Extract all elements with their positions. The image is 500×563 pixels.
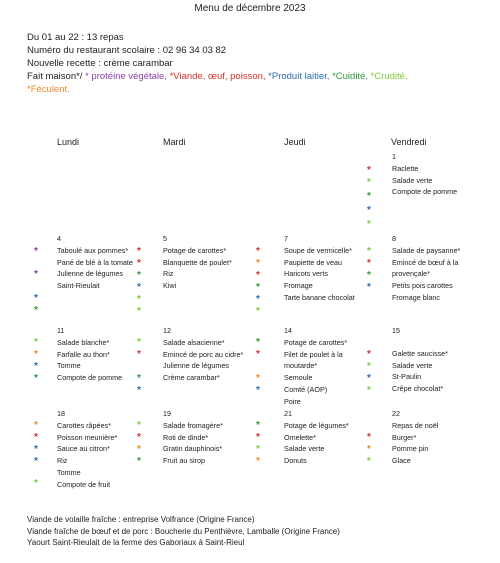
menu-item: Salade alsacienne*	[163, 337, 225, 347]
menu-item: Paupiette de veau	[284, 257, 342, 267]
marker-starch: *	[34, 349, 38, 360]
marker-meat: *	[34, 432, 38, 443]
menu-item: Glace	[392, 456, 411, 466]
marker-milk: *	[137, 282, 141, 293]
marker-starch: *	[137, 444, 141, 455]
marker-raw: *	[256, 306, 260, 317]
marker-milk: *	[34, 444, 38, 455]
menu-item: Salade de paysanne*	[392, 245, 461, 255]
menu-cell-mon-4	[57, 233, 135, 292]
legend-cooked: *Cuidité,	[332, 71, 368, 82]
menu-item: Gratin dauphinois*	[163, 444, 223, 454]
day-header-friday: Vendredi	[391, 137, 427, 147]
menu-item: Semoule	[284, 373, 313, 383]
menu-item: Soupe de vermicelle*	[284, 245, 352, 255]
marker-milk: *	[367, 282, 371, 293]
day-number: 14	[284, 326, 292, 335]
intro-new-recipe: Nouvelle recette : crème carambar	[27, 58, 173, 69]
marker-meat: *	[137, 349, 141, 360]
menu-cell-mon-18	[57, 408, 137, 491]
menu-cell-tue-12	[163, 325, 255, 384]
marker-milk: *	[34, 361, 38, 372]
day-number: 7	[284, 234, 288, 243]
supplier-beef-pork: Viande fraîche de bœuf et de porc : Boucherie du Penthièvre, Lamballe (Origine France)	[27, 526, 340, 536]
marker-meat: *	[256, 246, 260, 257]
day-number: 12	[163, 326, 171, 335]
day-number: 11	[57, 326, 65, 335]
supplier-poultry: Viande de volaille fraîche : entreprise Volfrance (Origine France)	[27, 515, 255, 524]
menu-item: Saint-Rieulait	[57, 281, 100, 291]
menu-item: Potage de légumes*	[284, 420, 349, 430]
marker-raw: *	[367, 177, 371, 188]
intro-dates: Du 01 au 22 : 13 repas	[27, 32, 124, 43]
menu-item: Omelette*	[284, 432, 316, 442]
menu-item: Haricots verts	[284, 269, 328, 279]
marker-milk: *	[256, 294, 260, 305]
menu-item: Julienne de légumes	[163, 361, 229, 371]
menu-item: Fromage blanc	[392, 292, 440, 302]
menu-item: Tomme	[57, 467, 81, 477]
supplier-notes	[27, 514, 340, 549]
day-header-thursday: Jeudi	[284, 137, 306, 147]
page-title: Menu de décembre 2023	[194, 3, 306, 14]
marker-cooked: *	[34, 305, 38, 316]
menu-cell-tue-5	[163, 233, 258, 292]
legend-meat: *Viande, œuf, poisson,	[169, 71, 266, 82]
menu-item: Potage de carottes*	[284, 337, 348, 347]
marker-starch: *	[256, 258, 260, 269]
menu-cell-tue-19	[163, 408, 255, 467]
menu-item: Tarte banane chocolat	[284, 292, 355, 302]
menu-item: Potage de carottes*	[163, 245, 227, 255]
menu-item: Pané de blé à la tomate	[57, 257, 133, 267]
marker-raw: *	[34, 337, 38, 348]
marker-meat: *	[367, 432, 371, 443]
menu-item: Petits pois carottes	[392, 281, 453, 291]
menu-item: Salade verte	[284, 444, 325, 454]
marker-meat: *	[367, 165, 371, 176]
menu-item: Riz	[57, 456, 68, 466]
supplier-yogurt: Yaourt Saint-Rieulait de la ferme des Gaboriaux à Saint-Rieul	[27, 538, 245, 547]
menu-item: Taboulé aux pommes*	[57, 245, 129, 255]
marker-cooked: *	[137, 373, 141, 384]
menu-item: Blanquette de poulet*	[163, 257, 232, 267]
marker-milk: *	[34, 456, 38, 467]
menu-item: Sauce au citron*	[57, 444, 110, 454]
marker-cooked: *	[367, 270, 371, 281]
menu-item: Emincé de bœuf à la provençale*	[392, 257, 459, 279]
menu-item: Crème carambar*	[163, 373, 220, 383]
legend-prefix: Fait maison*/	[27, 71, 83, 82]
marker-vegetal: *	[34, 269, 38, 280]
menu-item: Compote de fruit	[57, 479, 111, 489]
marker-raw: *	[367, 246, 371, 257]
menu-item: Burger*	[392, 432, 417, 442]
marker-raw: *	[137, 337, 141, 348]
marker-raw: *	[34, 478, 38, 489]
menu-item: Carottes râpées*	[57, 420, 111, 430]
marker-meat: *	[137, 258, 141, 269]
day-number: 1	[392, 152, 396, 161]
marker-meat: *	[137, 432, 141, 443]
menu-item: Compote de pomme	[57, 373, 123, 383]
menu-cell-fri-15	[392, 325, 484, 395]
day-number: 4	[57, 234, 61, 243]
legend-raw: *Crudité,	[370, 71, 408, 82]
marker-meat: *	[137, 246, 141, 257]
intro-phone: Numéro du restaurant scolaire : 02 96 34 03 82	[27, 45, 227, 56]
menu-cell-fri-8	[392, 233, 484, 304]
menu-item: Crêpe chocolat*	[392, 384, 444, 394]
marker-milk: *	[256, 385, 260, 396]
menu-cell-fri-1	[392, 151, 492, 198]
marker-milk: *	[367, 205, 371, 216]
day-number: 5	[163, 234, 167, 243]
marker-cooked: *	[256, 420, 260, 431]
menu-cell-thu-14	[284, 325, 366, 408]
marker-cooked: *	[256, 282, 260, 293]
menu-cell-fri-22	[392, 408, 484, 467]
marker-raw: *	[367, 456, 371, 467]
menu-item: Farfalle au thon*	[57, 349, 110, 359]
marker-raw: *	[137, 420, 141, 431]
marker-raw: *	[367, 219, 371, 230]
menu-item: Julienne de légumes	[57, 269, 123, 279]
marker-cooked: *	[137, 270, 141, 281]
menu-cell-thu-21	[284, 408, 366, 467]
menu-cell-thu-7	[284, 233, 366, 304]
menu-item: Riz	[163, 269, 174, 279]
menu-item: Fruit au sirop	[163, 456, 205, 466]
menu-item: Tomme	[57, 361, 81, 371]
marker-meat: *	[367, 258, 371, 269]
marker-raw: *	[256, 444, 260, 455]
day-number: 21	[284, 409, 292, 418]
menu-item: Kiwi	[163, 281, 177, 291]
menu-item: Donuts	[284, 456, 307, 466]
marker-cooked: *	[137, 456, 141, 467]
marker-cooked: *	[256, 337, 260, 348]
menu-item: Salade verte	[392, 360, 433, 370]
day-header-monday: Lundi	[57, 137, 80, 147]
menu-item: Compote de pomme	[392, 187, 458, 197]
marker-meat: *	[256, 349, 260, 360]
menu-item: Galette saucisse*	[392, 348, 448, 358]
menu-item: Roti de dinde*	[163, 432, 209, 442]
day-number: 22	[392, 409, 400, 418]
marker-starch: *	[367, 444, 371, 455]
menu-item: Salade verte	[392, 175, 433, 185]
menu-item: Repas de noël	[392, 420, 439, 430]
day-number: 8	[392, 234, 396, 243]
day-number: 19	[163, 409, 171, 418]
marker-starch: *	[256, 373, 260, 384]
color-legend	[27, 70, 408, 83]
menu-item: Comté (AOP)	[284, 384, 328, 394]
marker-milk: *	[137, 385, 141, 396]
marker-cooked: *	[367, 191, 371, 202]
day-number: 15	[392, 326, 400, 335]
legend-vegetal: * protéine végétale,	[85, 71, 167, 82]
legend-milk: *Produit laitier,	[268, 71, 330, 82]
menu-item: Salade fromagère*	[163, 420, 223, 430]
marker-meat: *	[256, 270, 260, 281]
intro-block	[27, 31, 408, 96]
menu-item: St-Paulin	[392, 372, 422, 382]
menu-item: Poisson meunière*	[57, 432, 118, 442]
menu-cell-mon-11	[57, 325, 137, 384]
marker-starch: *	[34, 420, 38, 431]
menu-item: Filet de poulet à la moutarde*	[284, 349, 343, 371]
marker-starch: *	[256, 456, 260, 467]
menu-item: Pomme pin	[392, 444, 429, 454]
menu-item: Salade blanche*	[57, 337, 110, 347]
marker-milk: *	[34, 293, 38, 304]
marker-meat: *	[367, 349, 371, 360]
day-header-tuesday: Mardi	[163, 137, 186, 147]
marker-raw: *	[367, 385, 371, 396]
menu-item: Fromage	[284, 281, 313, 291]
menu-item: Emincé de porc au cidre*	[163, 349, 244, 359]
marker-meat: *	[256, 432, 260, 443]
marker-cooked: *	[34, 373, 38, 384]
day-number: 18	[57, 409, 65, 418]
marker-milk: *	[367, 373, 371, 384]
marker-raw: *	[137, 306, 141, 317]
marker-raw: *	[137, 294, 141, 305]
marker-raw: *	[367, 361, 371, 372]
legend-starch: *Féculent.	[27, 84, 70, 95]
menu-item: Poire	[284, 396, 301, 406]
menu-item: Raclette	[392, 163, 419, 173]
marker-vegetal: *	[34, 246, 38, 257]
